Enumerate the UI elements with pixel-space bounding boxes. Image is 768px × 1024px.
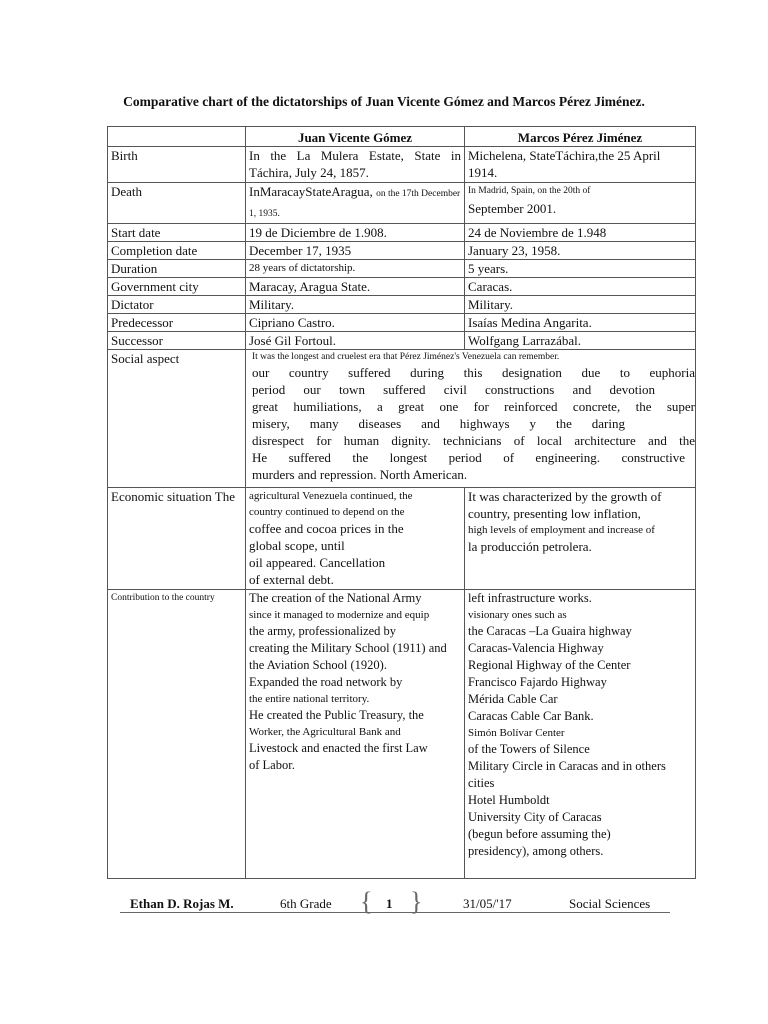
contribution-perez-line: Francisco Fajardo Highway bbox=[468, 675, 607, 689]
cell-gomez-economic bbox=[246, 488, 465, 590]
row-label-gov-city: Government city bbox=[108, 278, 246, 296]
economic-gomez-line: coffee and cocoa prices in the bbox=[249, 521, 404, 536]
table-row bbox=[108, 183, 696, 224]
header-gomez: Juan Vicente Gómez bbox=[246, 127, 465, 147]
table-row bbox=[108, 147, 696, 183]
cell-gomez-death bbox=[246, 183, 465, 224]
economic-gomez-lead: The bbox=[214, 489, 235, 504]
row-label-dictator: Dictator bbox=[108, 296, 246, 314]
header-perez: Marcos Pérez Jiménez bbox=[465, 127, 696, 147]
table-row bbox=[108, 260, 696, 278]
perez-death-place: In Madrid, Spain, on the 20th of bbox=[468, 186, 591, 196]
table-row bbox=[108, 590, 696, 879]
table-row bbox=[108, 332, 696, 350]
social-line: great humiliations, a great one for reinforced concrete, the super bbox=[252, 399, 695, 414]
table-header-row bbox=[108, 127, 696, 147]
cell-perez-completion: January 23, 1958. bbox=[465, 242, 696, 260]
contribution-gomez-line: He created the Public Treasury, the bbox=[249, 708, 424, 722]
footer-author: Ethan D. Rojas M. bbox=[130, 896, 234, 911]
contribution-perez-line: cities bbox=[468, 776, 495, 790]
contribution-gomez-line: The creation of the National Army bbox=[249, 591, 422, 605]
economic-perez-line: country, presenting low inflation, bbox=[468, 506, 641, 521]
header-empty bbox=[108, 127, 246, 147]
contribution-gomez-line: creating the Military School (1911) and bbox=[249, 641, 447, 655]
contribution-perez-line: visionary ones such as bbox=[468, 609, 567, 621]
row-label-economic bbox=[108, 488, 246, 590]
contribution-perez-line: the Caracas –La Guaira highway bbox=[468, 624, 632, 638]
cell-perez-contribution bbox=[465, 590, 696, 879]
table-row bbox=[108, 488, 696, 590]
cell-gomez-successor: José Gil Fortoul. bbox=[246, 332, 465, 350]
row-label-contribution: Contribution to the country bbox=[108, 590, 246, 879]
economic-gomez-line: global scope, until bbox=[249, 538, 345, 553]
contribution-perez-line: Caracas-Valencia Highway bbox=[468, 641, 604, 655]
gomez-death-date: on the 17th December 1, 1935. bbox=[249, 189, 461, 219]
cell-gomez-predecessor: Cipriano Castro. bbox=[246, 314, 465, 332]
social-line: misery, many diseases and highways y the daring bbox=[252, 416, 625, 431]
contribution-perez-line: (begun before assuming the) bbox=[468, 827, 611, 841]
table-row bbox=[108, 350, 696, 488]
page-bracket-left-icon: { bbox=[360, 887, 373, 916]
contribution-perez-line: presidency), among others. bbox=[468, 844, 604, 858]
social-line: period our town suffered civil constructions and devotion bbox=[252, 382, 655, 397]
contribution-perez-line: Military Circle in Caracas and in others bbox=[468, 759, 666, 773]
economic-perez-line: It was characterized by the growth of bbox=[468, 489, 662, 504]
gomez-death-place: InMaracayStateAragua, bbox=[249, 184, 373, 199]
contribution-perez-line: Caracas Cable Car Bank. bbox=[468, 709, 594, 723]
economic-gomez-line: agricultural Venezuela continued, the bbox=[249, 490, 413, 502]
row-label-death: Death bbox=[108, 183, 246, 224]
contribution-perez-line: of the Towers of Silence bbox=[468, 742, 590, 756]
page-bracket-right-icon: } bbox=[410, 887, 423, 916]
row-label-social: Social aspect bbox=[108, 350, 246, 488]
footer-subject: Social Sciences bbox=[569, 896, 651, 911]
social-intro: It was the longest and cruelest era that Pérez Jiménez's Venezuela can remember. bbox=[252, 352, 560, 362]
row-label-successor: Successor bbox=[108, 332, 246, 350]
cell-gomez-duration: 28 years of dictatorship. bbox=[246, 260, 465, 278]
economic-label: Economic situation bbox=[111, 489, 212, 504]
cell-gomez-gov-city: Maracay, Aragua State. bbox=[246, 278, 465, 296]
economic-gomez-line: of external debt. bbox=[249, 572, 334, 587]
row-label-birth: Birth bbox=[108, 147, 246, 183]
economic-gomez-line: country continued to depend on the bbox=[249, 506, 405, 518]
contribution-perez-line: Regional Highway of the Center bbox=[468, 658, 631, 672]
cell-gomez-birth: In the La Mulera Estate, State in Táchira, July 24, 1857. bbox=[246, 147, 465, 183]
table-row bbox=[108, 242, 696, 260]
contribution-perez-line: Mérida Cable Car bbox=[468, 692, 558, 706]
cell-perez-gov-city: Caracas. bbox=[465, 278, 696, 296]
footer-grade: 6th Grade bbox=[280, 896, 332, 911]
contribution-gomez-line: the army, professionalized by bbox=[249, 624, 397, 638]
economic-gomez-line: oil appeared. Cancellation bbox=[249, 555, 386, 570]
footer-date: 31/05/'17 bbox=[463, 896, 512, 911]
contribution-perez-line: Simón Bolívar Center bbox=[468, 727, 565, 739]
footer-rule bbox=[120, 912, 670, 913]
contribution-gomez-line: Expanded the road network by bbox=[249, 675, 403, 689]
cell-social-aspect bbox=[246, 350, 696, 488]
cell-perez-predecessor: Isaías Medina Angarita. bbox=[465, 314, 696, 332]
cell-perez-successor: Wolfgang Larrazábal. bbox=[465, 332, 696, 350]
perez-death-date: September 2001. bbox=[468, 201, 557, 216]
contribution-perez-line: Hotel Humboldt bbox=[468, 793, 550, 807]
contribution-perez-line: University City of Caracas bbox=[468, 810, 602, 824]
row-label-predecessor: Predecessor bbox=[108, 314, 246, 332]
cell-gomez-dictator: Military. bbox=[246, 296, 465, 314]
contribution-gomez-line: since it managed to modernize and equip bbox=[249, 609, 430, 621]
social-line: our country suffered during this designation due to euphoria bbox=[252, 365, 695, 380]
cell-perez-economic bbox=[465, 488, 696, 590]
table-row bbox=[108, 296, 696, 314]
economic-perez-line: high levels of employment and increase of bbox=[468, 524, 655, 536]
row-label-completion: Completion date bbox=[108, 242, 246, 260]
contribution-perez-line: left infrastructure works. bbox=[468, 591, 592, 605]
cell-gomez-start: 19 de Diciembre de 1.908. bbox=[246, 224, 465, 242]
contribution-gomez-line: of Labor. bbox=[249, 758, 295, 772]
row-label-start: Start date bbox=[108, 224, 246, 242]
table-row bbox=[108, 278, 696, 296]
cell-gomez-contribution bbox=[246, 590, 465, 879]
page-footer bbox=[120, 887, 670, 916]
contribution-gomez-line: the entire national territory. bbox=[249, 693, 370, 705]
table-row bbox=[108, 314, 696, 332]
comparative-table bbox=[107, 126, 696, 879]
footer-page-number: 1 bbox=[386, 896, 393, 911]
contribution-gomez-line: the Aviation School (1920). bbox=[249, 658, 387, 672]
cell-perez-dictator: Military. bbox=[465, 296, 696, 314]
contribution-gomez-line: Worker, the Agricultural Bank and bbox=[249, 726, 401, 738]
social-line: He suffered the longest period of engineering. constructive bbox=[252, 450, 685, 465]
document-title: Comparative chart of the dictatorships of Juan Vicente Gómez and Marcos Pérez Jiménez. bbox=[123, 94, 645, 109]
cell-gomez-completion: December 17, 1935 bbox=[246, 242, 465, 260]
cell-perez-birth: Michelena, StateTáchira,the 25 April 1914. bbox=[465, 147, 696, 183]
social-line: murders and repression. North American. bbox=[252, 467, 468, 482]
cell-perez-duration: 5 years. bbox=[465, 260, 696, 278]
table-row bbox=[108, 224, 696, 242]
economic-perez-line: la producción petrolera. bbox=[468, 539, 592, 554]
contribution-gomez-line: Livestock and enacted the first Law bbox=[249, 741, 428, 755]
cell-perez-death bbox=[465, 183, 696, 224]
row-label-duration: Duration bbox=[108, 260, 246, 278]
social-line: disrespect for human dignity. technicians of local architecture and the bbox=[252, 433, 695, 448]
cell-perez-start: 24 de Noviembre de 1.948 bbox=[465, 224, 696, 242]
